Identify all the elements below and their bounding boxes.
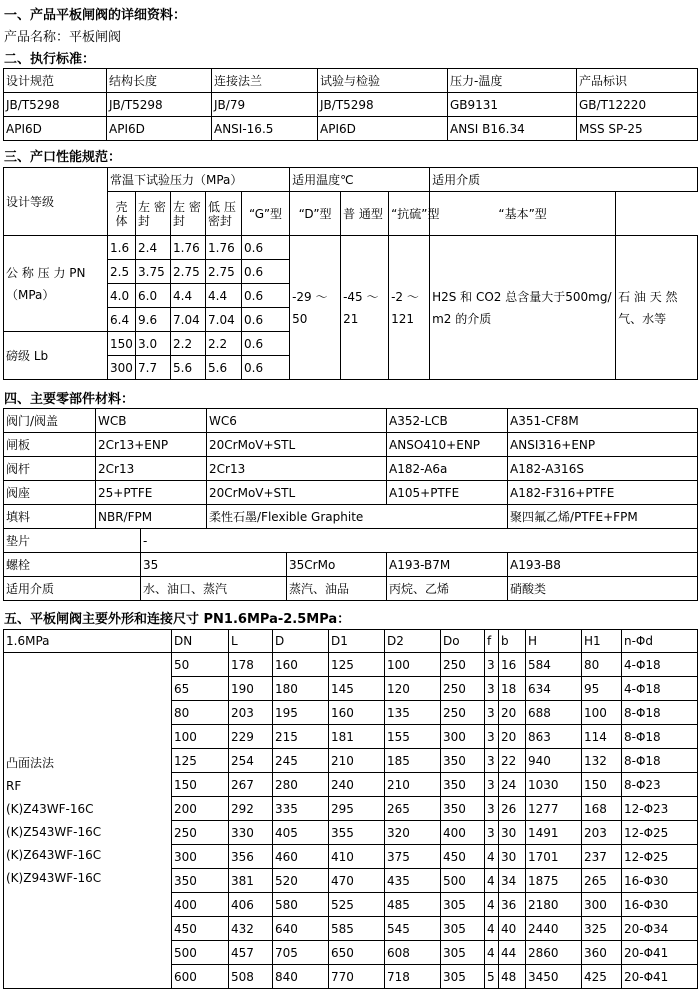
table-cell: 20-Φ41 bbox=[622, 941, 698, 965]
table-cell: 320 bbox=[385, 821, 441, 845]
table-cell: API6D bbox=[107, 117, 212, 141]
table-cell: 267 bbox=[229, 773, 273, 797]
table-cell: 300 bbox=[582, 893, 622, 917]
standards-row bbox=[4, 93, 698, 117]
table-cell: 350 bbox=[172, 869, 229, 893]
table-cell: 330 bbox=[229, 821, 273, 845]
table-cell: 718 bbox=[385, 965, 441, 989]
table-cell: 250 bbox=[441, 653, 485, 677]
table-cell: 40 bbox=[499, 917, 526, 941]
model-line: (K)Z543WF-16C bbox=[6, 824, 102, 839]
section2-title: 二、执行标准： bbox=[4, 52, 96, 67]
table-cell: 16 bbox=[499, 653, 526, 677]
table-cell: 410 bbox=[329, 845, 385, 869]
table-cell: 65 bbox=[172, 677, 229, 701]
table-cell: 1875 bbox=[526, 869, 582, 893]
table-cell: 4 bbox=[485, 893, 499, 917]
table-cell: 305 bbox=[441, 917, 485, 941]
table-cell: 460 bbox=[273, 845, 329, 869]
table-cell: 585 bbox=[329, 917, 385, 941]
lb-label: 磅级 Lb bbox=[4, 332, 108, 380]
table-cell: 265 bbox=[385, 797, 441, 821]
table-cell: 280 bbox=[273, 773, 329, 797]
d-type-header: “D”型 bbox=[290, 192, 341, 236]
table-cell: A182-A6a bbox=[387, 457, 508, 481]
table-cell: 2440 bbox=[526, 917, 582, 941]
table-cell: 265 bbox=[582, 869, 622, 893]
table-cell: 2Cr13 bbox=[96, 457, 207, 481]
table-cell: 4-Φ18 bbox=[622, 677, 698, 701]
table-cell: 30 bbox=[499, 845, 526, 869]
table-cell: 305 bbox=[441, 941, 485, 965]
model-line: (K)Z43WF-16C bbox=[6, 801, 94, 816]
g-type-header: “G”型 bbox=[242, 192, 290, 236]
standards-table bbox=[3, 68, 698, 141]
table-cell: 350 bbox=[441, 773, 485, 797]
table-cell: 254 bbox=[229, 749, 273, 773]
table-cell: 770 bbox=[329, 965, 385, 989]
table-cell: 1.6 bbox=[108, 236, 136, 260]
table-cell: GB9131 bbox=[448, 93, 577, 117]
model-cell bbox=[4, 653, 172, 989]
table-cell: 6.4 bbox=[108, 308, 136, 332]
table-cell: 145 bbox=[329, 677, 385, 701]
table-cell: 640 bbox=[273, 917, 329, 941]
table-cell: 16-Φ30 bbox=[622, 869, 698, 893]
table-cell: GB/T12220 bbox=[577, 93, 698, 117]
table-cell: 508 bbox=[229, 965, 273, 989]
table-cell: API6D bbox=[4, 117, 107, 141]
table-cell: 4.0 bbox=[108, 284, 136, 308]
table-cell: 634 bbox=[526, 677, 582, 701]
table-cell: 160 bbox=[273, 653, 329, 677]
header-cell: L bbox=[229, 630, 273, 653]
table-cell: 381 bbox=[229, 869, 273, 893]
table-cell: 8-Φ18 bbox=[622, 725, 698, 749]
product-name-value: 平板闸阀 bbox=[69, 30, 122, 45]
table-cell: 600 bbox=[172, 965, 229, 989]
table-cell: NBR/FPM bbox=[96, 505, 207, 529]
table-cell: 450 bbox=[172, 917, 229, 941]
table-cell: 螺栓 bbox=[4, 553, 141, 577]
table-cell: 190 bbox=[229, 677, 273, 701]
table-cell: 3 bbox=[485, 797, 499, 821]
table-cell: 0.6 bbox=[242, 284, 290, 308]
table-cell: 292 bbox=[229, 797, 273, 821]
table-cell: 520 bbox=[273, 869, 329, 893]
anti-sulfur-desc: H2S 和 CO2 总含量大于500mg/m2 的介质 bbox=[430, 236, 616, 380]
table-cell: 20 bbox=[499, 725, 526, 749]
model-line: (K)Z943WF-16C bbox=[6, 870, 102, 885]
table-cell: 44 bbox=[499, 941, 526, 965]
table-cell: 22 bbox=[499, 749, 526, 773]
table-cell: 335 bbox=[273, 797, 329, 821]
table-cell: 500 bbox=[441, 869, 485, 893]
table-cell: 16-Φ30 bbox=[622, 893, 698, 917]
table-cell: 2Cr13 bbox=[207, 457, 387, 481]
header-cell: n-Φd bbox=[622, 630, 698, 653]
table-cell: 940 bbox=[526, 749, 582, 773]
table-cell: 150 bbox=[172, 773, 229, 797]
shell-header: 壳体 bbox=[108, 192, 136, 236]
basic-type-header: “基本”型 bbox=[430, 192, 616, 236]
header-cell: 结构长度 bbox=[107, 69, 212, 93]
table-cell: 9.6 bbox=[136, 308, 171, 332]
table-cell: 80 bbox=[172, 701, 229, 725]
table-cell: A182-A316S bbox=[508, 457, 698, 481]
pn-label: 公 称 压 力 PN（MPa） bbox=[4, 236, 108, 332]
low-pressure-seal-header: 低 压密封 bbox=[206, 192, 242, 236]
table-cell: 2.2 bbox=[171, 332, 206, 356]
table-cell: 8-Φ18 bbox=[622, 749, 698, 773]
table-cell: 2.5 bbox=[108, 260, 136, 284]
table-cell: 150 bbox=[108, 332, 136, 356]
table-cell: 20CrMoV+STL bbox=[207, 481, 387, 505]
normal-type-header: 普 通型 bbox=[341, 192, 389, 236]
table-cell: 375 bbox=[385, 845, 441, 869]
header-cell: 试验与检验 bbox=[318, 69, 448, 93]
table-cell: 525 bbox=[329, 893, 385, 917]
table-cell: 柔性石墨/Flexible Graphite bbox=[207, 505, 508, 529]
header-cell: 1.6MPa bbox=[4, 630, 172, 653]
table-cell: WC6 bbox=[207, 409, 387, 433]
header-cell: 压力-温度 bbox=[448, 69, 577, 93]
section4-title: 四、主要零部件材料： bbox=[4, 392, 135, 407]
table-cell: 7.04 bbox=[171, 308, 206, 332]
table-cell: 25+PTFE bbox=[96, 481, 207, 505]
table-cell: 608 bbox=[385, 941, 441, 965]
table-cell: 4 bbox=[485, 869, 499, 893]
table-cell: 2Cr13+ENP bbox=[96, 433, 207, 457]
table-cell: 4-Φ18 bbox=[622, 653, 698, 677]
table-cell: 356 bbox=[229, 845, 273, 869]
test-pressure-header: 常温下试验压力（MPa） bbox=[108, 168, 290, 192]
table-cell: 425 bbox=[582, 965, 622, 989]
table-cell: 24 bbox=[499, 773, 526, 797]
table-cell: 863 bbox=[526, 725, 582, 749]
table-cell: 20-Φ34 bbox=[622, 917, 698, 941]
table-cell: 580 bbox=[273, 893, 329, 917]
table-cell: 132 bbox=[582, 749, 622, 773]
table-cell: 180 bbox=[273, 677, 329, 701]
table-cell: 185 bbox=[385, 749, 441, 773]
header-cell: 设计规范 bbox=[4, 69, 107, 93]
table-cell: 8-Φ23 bbox=[622, 773, 698, 797]
table-cell: 1030 bbox=[526, 773, 582, 797]
table-cell: 3 bbox=[485, 725, 499, 749]
table-cell: 168 bbox=[582, 797, 622, 821]
table-cell: 245 bbox=[273, 749, 329, 773]
table-cell: 325 bbox=[582, 917, 622, 941]
table-cell: 178 bbox=[229, 653, 273, 677]
table-cell: 2860 bbox=[526, 941, 582, 965]
table-cell: 3 bbox=[485, 701, 499, 725]
table-cell: 8-Φ18 bbox=[622, 701, 698, 725]
table-cell: - bbox=[141, 529, 698, 553]
dimensions-table bbox=[3, 629, 698, 989]
section5-title: 五、平板闸阀主要外形和连接尺寸 PN1.6MPa-2.5MPa： bbox=[4, 612, 351, 627]
table-cell: 305 bbox=[441, 893, 485, 917]
table-cell: 2180 bbox=[526, 893, 582, 917]
table-cell: 350 bbox=[441, 797, 485, 821]
table-cell: 垫片 bbox=[4, 529, 141, 553]
table-cell: 237 bbox=[582, 845, 622, 869]
table-cell: 203 bbox=[582, 821, 622, 845]
table-cell: 7.04 bbox=[206, 308, 242, 332]
table-cell: 100 bbox=[582, 701, 622, 725]
table-cell: 3 bbox=[485, 653, 499, 677]
table-cell: 48 bbox=[499, 965, 526, 989]
table-cell: 1.76 bbox=[171, 236, 206, 260]
table-cell: 4 bbox=[485, 917, 499, 941]
table-cell: A193-B7M bbox=[387, 553, 508, 577]
table-cell: ANSI316+ENP bbox=[508, 433, 698, 457]
table-cell: 填料 bbox=[4, 505, 96, 529]
table-cell: 蒸汽、油品 bbox=[287, 577, 387, 601]
header-cell: 连接法兰 bbox=[212, 69, 318, 93]
table-cell: 3.75 bbox=[136, 260, 171, 284]
table-cell: 500 bbox=[172, 941, 229, 965]
table-cell: JB/T5298 bbox=[4, 93, 107, 117]
table-cell: 485 bbox=[385, 893, 441, 917]
table-cell: 4 bbox=[485, 845, 499, 869]
table-cell: 50 bbox=[172, 653, 229, 677]
table-cell: JB/T5298 bbox=[107, 93, 212, 117]
table-cell: 305 bbox=[441, 965, 485, 989]
table-cell: 125 bbox=[329, 653, 385, 677]
table-cell: 2.75 bbox=[206, 260, 242, 284]
section3-title: 三、产口性能规范： bbox=[4, 150, 122, 165]
table-cell: 457 bbox=[229, 941, 273, 965]
table-cell: 1701 bbox=[526, 845, 582, 869]
table-cell: 195 bbox=[273, 701, 329, 725]
product-name-label: 产品名称： bbox=[4, 30, 70, 45]
table-cell: 0.6 bbox=[242, 356, 290, 380]
section1-title: 一、产品平板闸阀的详细资料： bbox=[4, 8, 187, 23]
table-cell: 240 bbox=[329, 773, 385, 797]
table-cell: 5 bbox=[485, 965, 499, 989]
table-cell: 3.0 bbox=[136, 332, 171, 356]
table-cell: A182-F316+PTFE bbox=[508, 481, 698, 505]
table-cell: 200 bbox=[172, 797, 229, 821]
table-row bbox=[4, 653, 698, 677]
table-cell: 2.4 bbox=[136, 236, 171, 260]
table-cell: 3 bbox=[485, 821, 499, 845]
left-seal-header: 左 密封 bbox=[136, 192, 171, 236]
table-cell: 4.4 bbox=[206, 284, 242, 308]
table-cell: WCB bbox=[96, 409, 207, 433]
table-cell: 250 bbox=[441, 701, 485, 725]
table-cell: 0.6 bbox=[242, 236, 290, 260]
standards-header-row bbox=[4, 69, 698, 93]
table-cell: 聚四氟乙烯/PTFE+FPM bbox=[508, 505, 698, 529]
table-cell: 114 bbox=[582, 725, 622, 749]
table-cell: 20 bbox=[499, 701, 526, 725]
table-cell: 450 bbox=[441, 845, 485, 869]
table-cell: 30 bbox=[499, 821, 526, 845]
table-cell: 阀门/阀盖 bbox=[4, 409, 96, 433]
header-cell: 产品标识 bbox=[577, 69, 698, 93]
product-name-line bbox=[4, 26, 121, 45]
table-cell: 阀座 bbox=[4, 481, 96, 505]
table-cell: 181 bbox=[329, 725, 385, 749]
table-cell: 400 bbox=[172, 893, 229, 917]
table-cell: 2.2 bbox=[206, 332, 242, 356]
table-cell: ANSO410+ENP bbox=[387, 433, 508, 457]
header-cell: D bbox=[273, 630, 329, 653]
table-cell: 406 bbox=[229, 893, 273, 917]
table-cell: 688 bbox=[526, 701, 582, 725]
table-cell: 4.4 bbox=[171, 284, 206, 308]
table-cell: 229 bbox=[229, 725, 273, 749]
table-cell: 7.7 bbox=[136, 356, 171, 380]
header-cell: H1 bbox=[582, 630, 622, 653]
header-cell: H bbox=[526, 630, 582, 653]
table-cell: 95 bbox=[582, 677, 622, 701]
table-cell: 适用介质 bbox=[4, 577, 141, 601]
table-cell: 300 bbox=[172, 845, 229, 869]
table-cell: 35CrMo bbox=[287, 553, 387, 577]
table-cell: 0.6 bbox=[242, 308, 290, 332]
header-cell: D1 bbox=[329, 630, 385, 653]
header-cell: Do bbox=[441, 630, 485, 653]
table-cell: 840 bbox=[273, 965, 329, 989]
table-cell: 135 bbox=[385, 701, 441, 725]
anti-sulfur-header: “抗硫”型 bbox=[389, 192, 430, 236]
table-cell: 80 bbox=[582, 653, 622, 677]
table-cell: 400 bbox=[441, 821, 485, 845]
table-cell: 1491 bbox=[526, 821, 582, 845]
table-cell: 300 bbox=[441, 725, 485, 749]
table-cell: 12-Φ25 bbox=[622, 845, 698, 869]
table-cell: 300 bbox=[108, 356, 136, 380]
table-cell: ANSI B16.34 bbox=[448, 117, 577, 141]
table-cell: JB/79 bbox=[212, 93, 318, 117]
table-cell: 100 bbox=[172, 725, 229, 749]
header-cell: D2 bbox=[385, 630, 441, 653]
materials-table bbox=[3, 408, 698, 601]
table-cell: 160 bbox=[329, 701, 385, 725]
table-cell: 470 bbox=[329, 869, 385, 893]
table-cell: 250 bbox=[172, 821, 229, 845]
table-cell: 150 bbox=[582, 773, 622, 797]
table-cell: 545 bbox=[385, 917, 441, 941]
table-cell: 水、油口、蒸汽 bbox=[141, 577, 287, 601]
table-cell: 295 bbox=[329, 797, 385, 821]
table-cell: A193-B8 bbox=[508, 553, 698, 577]
header-cell: b bbox=[499, 630, 526, 653]
model-line: RF bbox=[6, 778, 22, 793]
normal-range: -2 ～ 121 bbox=[389, 236, 430, 380]
table-cell: API6D bbox=[318, 117, 448, 141]
table-cell: 20-Φ41 bbox=[622, 965, 698, 989]
table-cell: 5.6 bbox=[171, 356, 206, 380]
model-line: (K)Z643WF-16C bbox=[6, 847, 102, 862]
header-cell: DN bbox=[172, 630, 229, 653]
table-cell: 6.0 bbox=[136, 284, 171, 308]
table-cell: 215 bbox=[273, 725, 329, 749]
table-cell: A351-CF8M bbox=[508, 409, 698, 433]
table-cell: 350 bbox=[441, 749, 485, 773]
table-cell: A105+PTFE bbox=[387, 481, 508, 505]
table-cell: 210 bbox=[385, 773, 441, 797]
table-cell: 432 bbox=[229, 917, 273, 941]
table-cell: 405 bbox=[273, 821, 329, 845]
table-cell: A352-LCB bbox=[387, 409, 508, 433]
table-cell: 0.6 bbox=[242, 260, 290, 284]
table-cell: 闸板 bbox=[4, 433, 96, 457]
table-cell: 12-Φ23 bbox=[622, 797, 698, 821]
table-cell: 1277 bbox=[526, 797, 582, 821]
left-seal-header: 左 密封 bbox=[171, 192, 206, 236]
table-cell: 100 bbox=[385, 653, 441, 677]
g-range: -29 ～ 50 bbox=[290, 236, 341, 380]
table-cell: MSS SP-25 bbox=[577, 117, 698, 141]
table-cell: 155 bbox=[385, 725, 441, 749]
table-cell: 0.6 bbox=[242, 332, 290, 356]
table-cell: 2.75 bbox=[171, 260, 206, 284]
table-cell: 3 bbox=[485, 677, 499, 701]
table-cell: 210 bbox=[329, 749, 385, 773]
table-cell: 1.76 bbox=[206, 236, 242, 260]
table-cell: 丙烷、乙烯 bbox=[387, 577, 508, 601]
table-cell: 125 bbox=[172, 749, 229, 773]
temperature-header: 适用温度℃ bbox=[290, 168, 430, 192]
table-cell: ANSI-16.5 bbox=[212, 117, 318, 141]
table-cell: 35 bbox=[141, 553, 287, 577]
table-cell: 360 bbox=[582, 941, 622, 965]
table-cell: 硝酸类 bbox=[508, 577, 698, 601]
design-grade-header: 设计等级 bbox=[4, 168, 108, 236]
table-cell: 3450 bbox=[526, 965, 582, 989]
table-cell: 355 bbox=[329, 821, 385, 845]
table-cell: 3 bbox=[485, 773, 499, 797]
performance-table bbox=[3, 167, 698, 380]
table-cell: 26 bbox=[499, 797, 526, 821]
table-cell: JB/T5298 bbox=[318, 93, 448, 117]
table-cell: 20CrMoV+STL bbox=[207, 433, 387, 457]
model-line: 凸面法法 bbox=[6, 755, 55, 770]
table-cell: 203 bbox=[229, 701, 273, 725]
table-cell: 3 bbox=[485, 749, 499, 773]
table-cell: 250 bbox=[441, 677, 485, 701]
dimensions-header-row bbox=[4, 630, 698, 653]
basic-desc: 石 油 天 然 气、水等 bbox=[616, 236, 698, 380]
table-cell: 5.6 bbox=[206, 356, 242, 380]
table-cell: 12-Φ25 bbox=[622, 821, 698, 845]
table-cell: 18 bbox=[499, 677, 526, 701]
table-cell: 34 bbox=[499, 869, 526, 893]
table-cell: 36 bbox=[499, 893, 526, 917]
table-cell: 4 bbox=[485, 941, 499, 965]
table-cell: 584 bbox=[526, 653, 582, 677]
table-cell: 120 bbox=[385, 677, 441, 701]
table-cell: 650 bbox=[329, 941, 385, 965]
table-cell: 435 bbox=[385, 869, 441, 893]
media-header: 适用介质 bbox=[430, 168, 698, 192]
d-range: -45 ～ 21 bbox=[341, 236, 389, 380]
table-cell: 705 bbox=[273, 941, 329, 965]
standards-row bbox=[4, 117, 698, 141]
header-cell: f bbox=[485, 630, 499, 653]
table-cell: 阀杆 bbox=[4, 457, 96, 481]
